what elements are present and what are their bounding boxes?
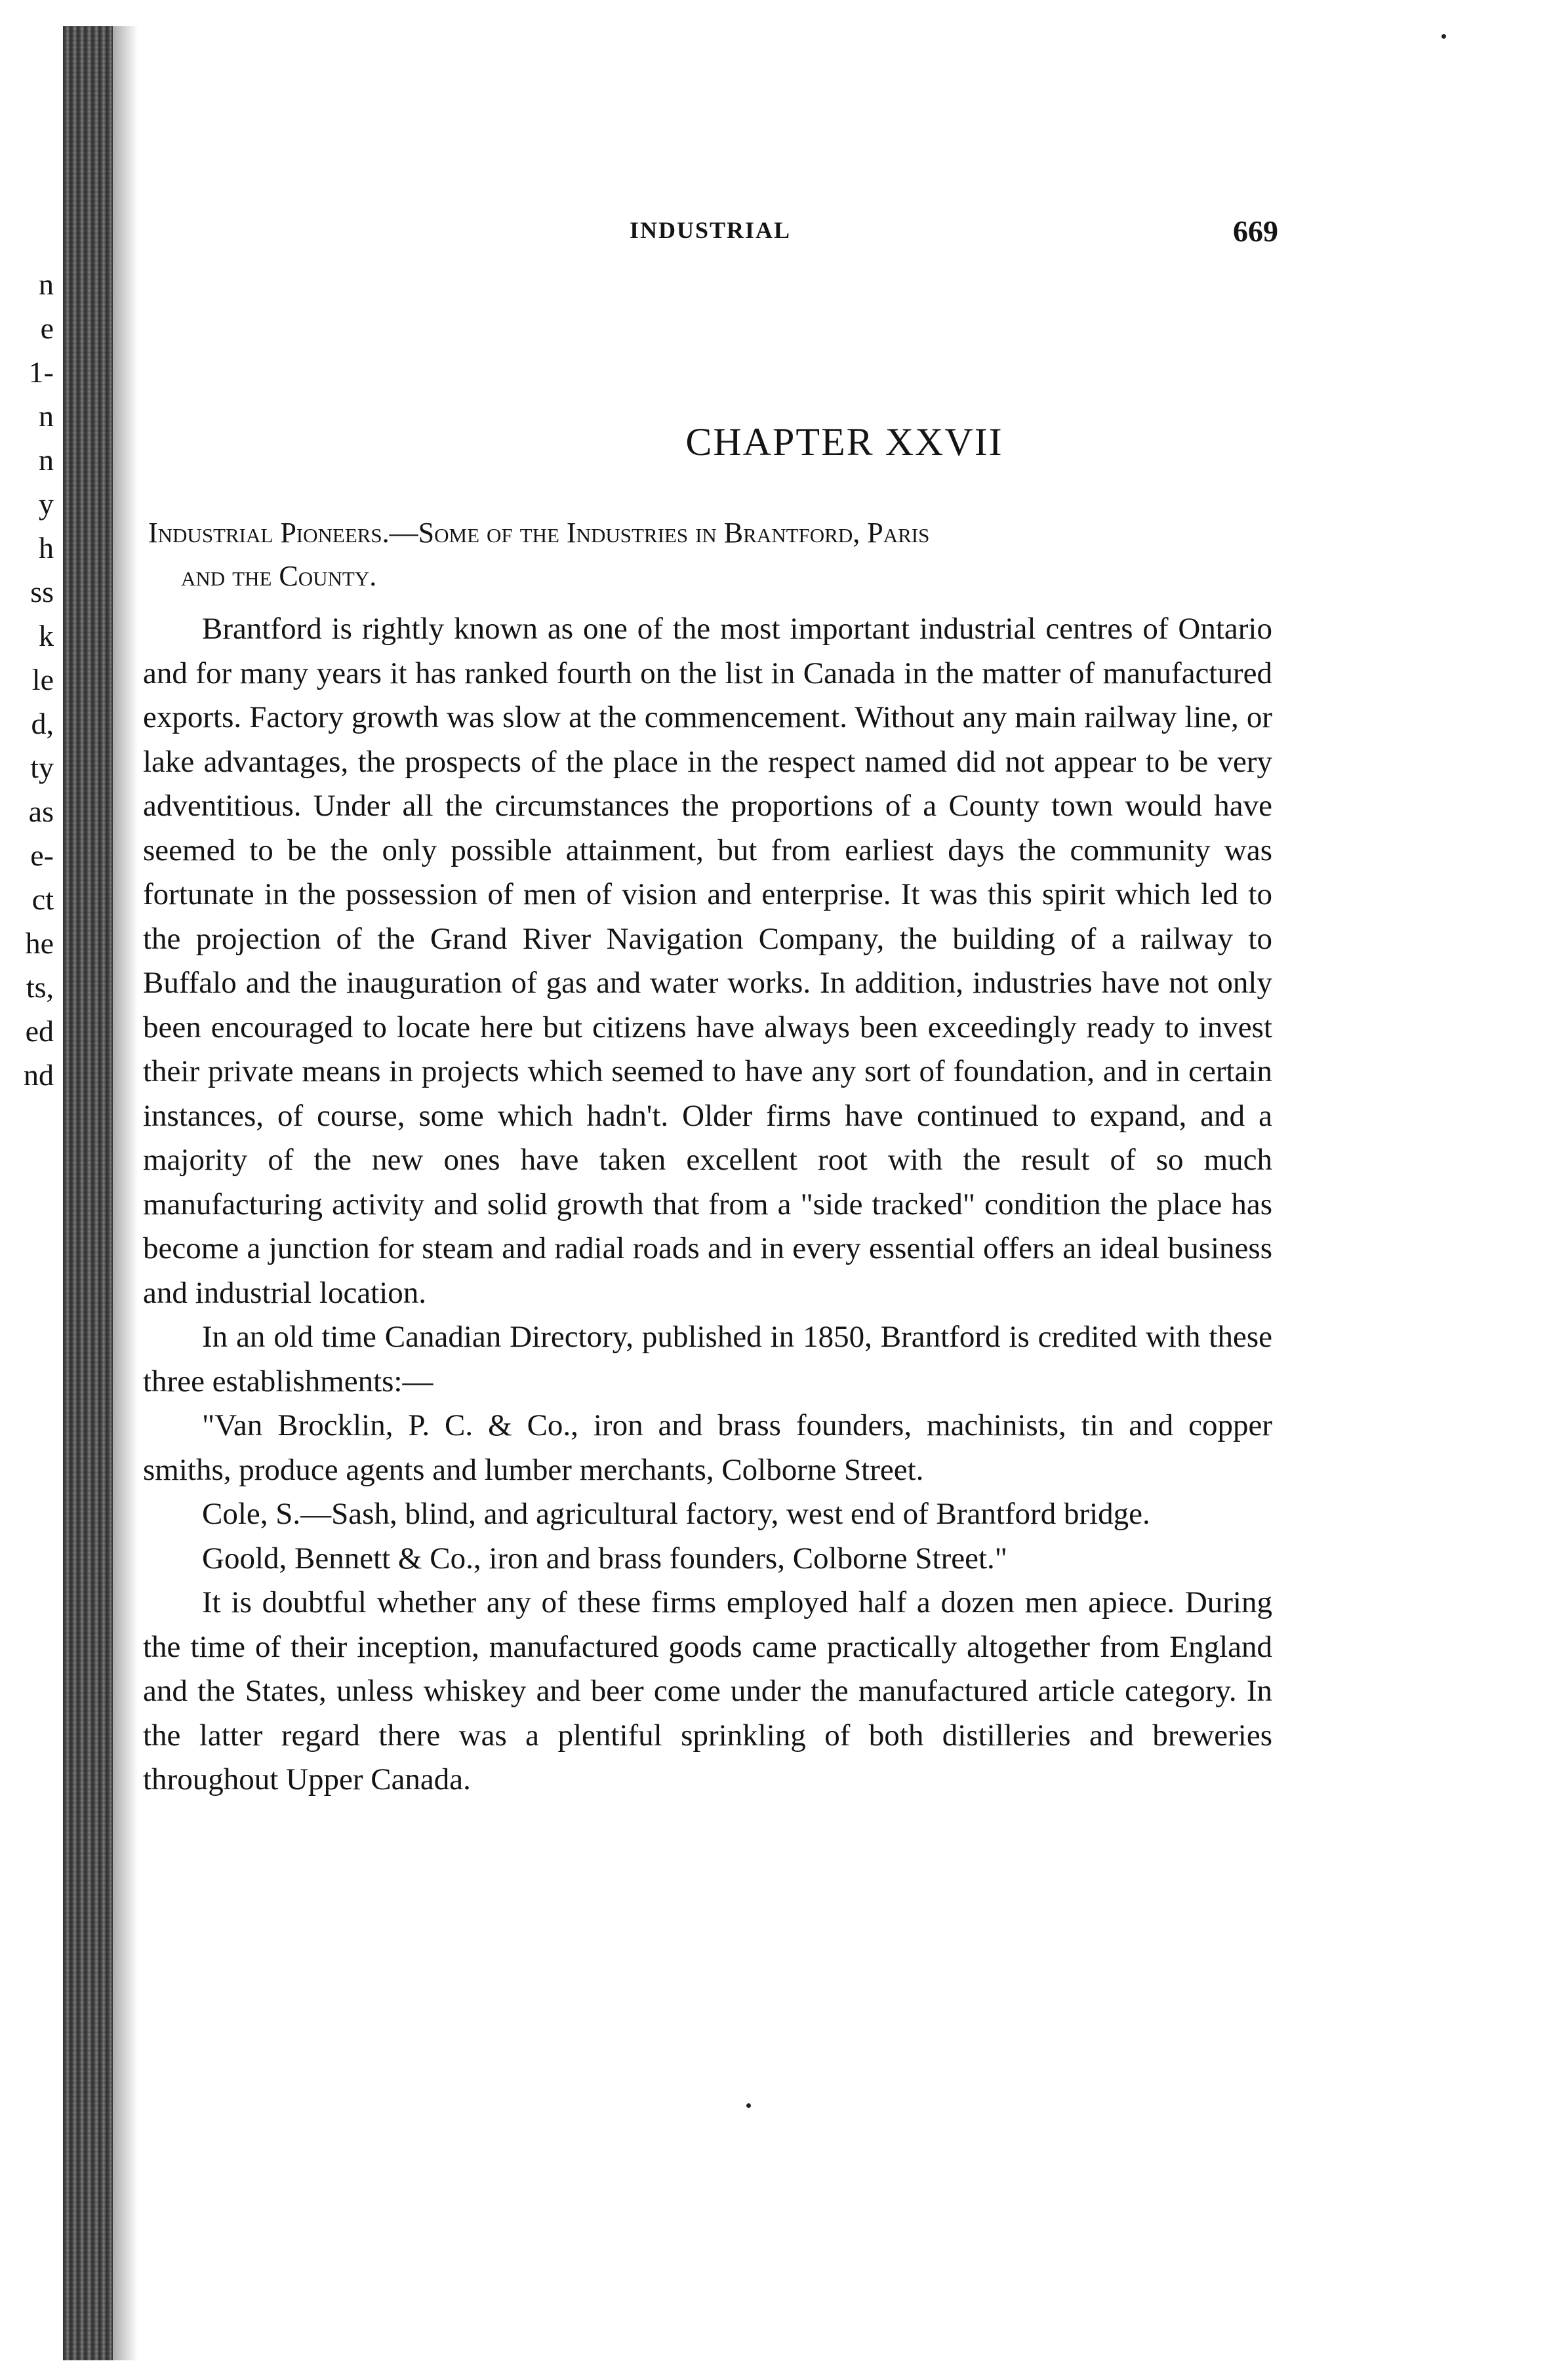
fragment: ts, [26, 970, 54, 1004]
binding-gutter [63, 26, 113, 2360]
fragment: ss [30, 575, 54, 608]
fragment: 1- [28, 355, 54, 389]
fragment: ct [31, 883, 54, 916]
fragment: as [28, 795, 54, 828]
fragment: ty [30, 751, 54, 784]
fragment: n [39, 443, 54, 477]
chapter-subtitle-line2: and the County. [181, 560, 377, 592]
body-text [143, 607, 1272, 1802]
binding-shadow [111, 26, 138, 2360]
fragment: e [40, 311, 54, 345]
fragment: y [39, 487, 54, 521]
fragment: e- [30, 839, 54, 872]
fragment: n [39, 268, 54, 301]
paragraph: Brantford is rightly known as one of the most important industrial centres of Ontario and for many years it has ranked fourth on the list in Canada in the matter of manufactured exports. Factory growth was slow at the commencement. Without any main railway line, or lake advantages, the prospects of the place in the respect named did not appear to be very adventitious. Under all the circumstances the proportions of a County town would have seemed to be the only possible attainment, but from earliest days the community was fortunate in the possession of men of vision and enterprise. It was this spirit which led to the projection of the Grand River Navigation Company, the building of a railway to Buffalo and the inauguration of gas and water works. In addition, industries have not only been encouraged to locate here but citizens have always been exceedingly ready to invest their private means in projects which seemed to have any sort of foundation, and in certain instances, of course, some which hadn't. Older firms have continued to expand, and a majority of the new ones have taken excellent root with the result of so much manufacturing activity and solid growth that from a "side tracked" condition the place has become a junction for steam and radial roads and in every essential offers an ideal business and industrial location. [143, 612, 1272, 1310]
fragment: n [39, 399, 54, 433]
running-head: INDUSTRIAL [630, 217, 792, 243]
fragment: h [39, 531, 54, 565]
paragraph: It is doubtful whether any of these firms employed half a dozen men apiece. During the time of their inception, manufactured goods came practically altogether from England and the States, unless whiskey and beer come under the manufactured article category. In the latter regard there was a plentiful sprinkling of both distilleries and breweries throughout Upper Canada. [143, 1585, 1272, 1796]
fragment: he [25, 926, 54, 960]
fragment: le [31, 663, 54, 696]
page-number: 669 [1233, 214, 1278, 248]
paragraph: In an old time Canadian Directory, published in 1850, Brantford is credited with these three establishments:— [143, 1320, 1272, 1398]
scan-speck [1441, 34, 1446, 39]
paragraph: "Van Brocklin, P. C. & Co., iron and brass founders, machinists, tin and copper smiths, produce agents and lumber merchants, Colborne Street. [143, 1408, 1272, 1487]
chapter-title: CHAPTER XXVII [685, 420, 1003, 464]
chapter-subtitle [148, 511, 1276, 598]
paragraph: Goold, Bennett & Co., iron and brass founders, Colborne Street." [202, 1541, 1007, 1576]
fragment: nd [24, 1058, 54, 1092]
scan-speck [746, 2103, 751, 2108]
fragment: d, [31, 707, 54, 740]
chapter-subtitle-line1: Industrial Pioneers.—Some of the Industries in Brantford, Paris [148, 517, 930, 549]
paragraph: Cole, S.—Sash, blind, and agricultural factory, west end of Brantford bridge. [202, 1497, 1150, 1531]
facing-page-fragments [0, 262, 59, 1097]
fragment: k [39, 619, 54, 652]
fragment: ed [25, 1014, 54, 1048]
